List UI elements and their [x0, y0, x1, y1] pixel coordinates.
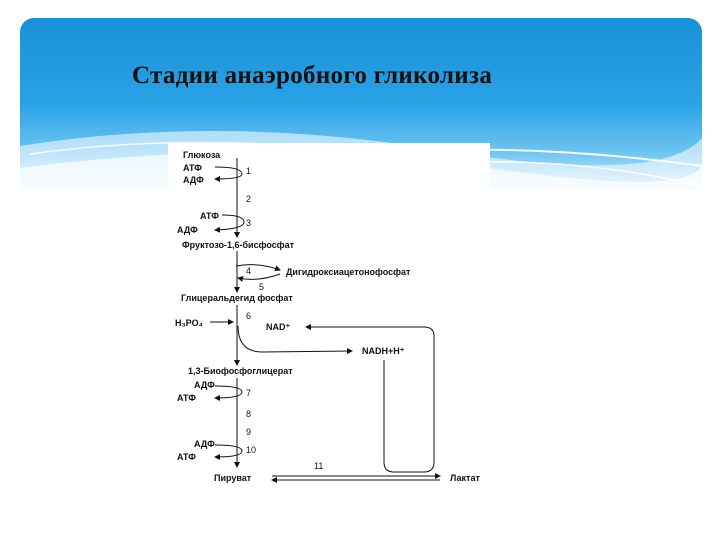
cofactor-adp-2: АДФ — [177, 225, 198, 235]
compound-f16bp: Фруктозо-1,6-бисфосфат — [182, 240, 295, 250]
cofactor-atp-4: АТФ — [177, 452, 196, 462]
step-8: 8 — [246, 409, 252, 419]
step-6: 6 — [246, 311, 252, 321]
step-7: 7 — [246, 388, 252, 398]
atp-adp-curve-2 — [215, 215, 244, 230]
cofactor-atp-1: АТФ — [183, 163, 202, 173]
nadh-formation-arrow — [238, 326, 352, 352]
compound-g3p: Глицеральдегид фосфат — [181, 293, 293, 303]
adp-atp-curve-3 — [215, 386, 242, 398]
step-5: 5 — [259, 282, 265, 292]
isomerase-back-arrow — [238, 274, 280, 279]
slide-title: Стадии анаэробного гликолиза — [132, 62, 493, 89]
cofactor-phosphate: H₃PO₄ — [175, 318, 203, 328]
cofactor-adp-1: АДФ — [183, 175, 204, 185]
cofactor-adp-4: АДФ — [194, 439, 215, 449]
step-9: 9 — [246, 427, 252, 437]
compound-lactate: Лактат — [450, 473, 480, 483]
cofactor-atp-2: АТФ — [200, 211, 219, 221]
compound-glucose: Глюкоза — [183, 150, 221, 160]
compound-bpg: 1,3-Биофосфоглицерат — [188, 366, 293, 376]
compound-dhap: Дигидроксиацетонофосфат — [286, 267, 411, 277]
cofactor-nadh: NADH+H⁺ — [362, 346, 405, 356]
isomerase-arrow — [236, 265, 280, 270]
adp-atp-curve-4 — [215, 445, 242, 457]
step-11: 11 — [314, 461, 324, 471]
step-3: 3 — [246, 218, 252, 228]
cofactor-nad: NAD⁺ — [266, 322, 291, 332]
cofactor-adp-3: АДФ — [194, 380, 215, 390]
step-1: 1 — [246, 166, 252, 176]
step-2: 2 — [246, 194, 252, 204]
cofactor-atp-3: АТФ — [177, 393, 196, 403]
step-10: 10 — [246, 445, 257, 455]
compound-pyruvate: Пируват — [214, 473, 252, 483]
step-4: 4 — [246, 266, 252, 276]
